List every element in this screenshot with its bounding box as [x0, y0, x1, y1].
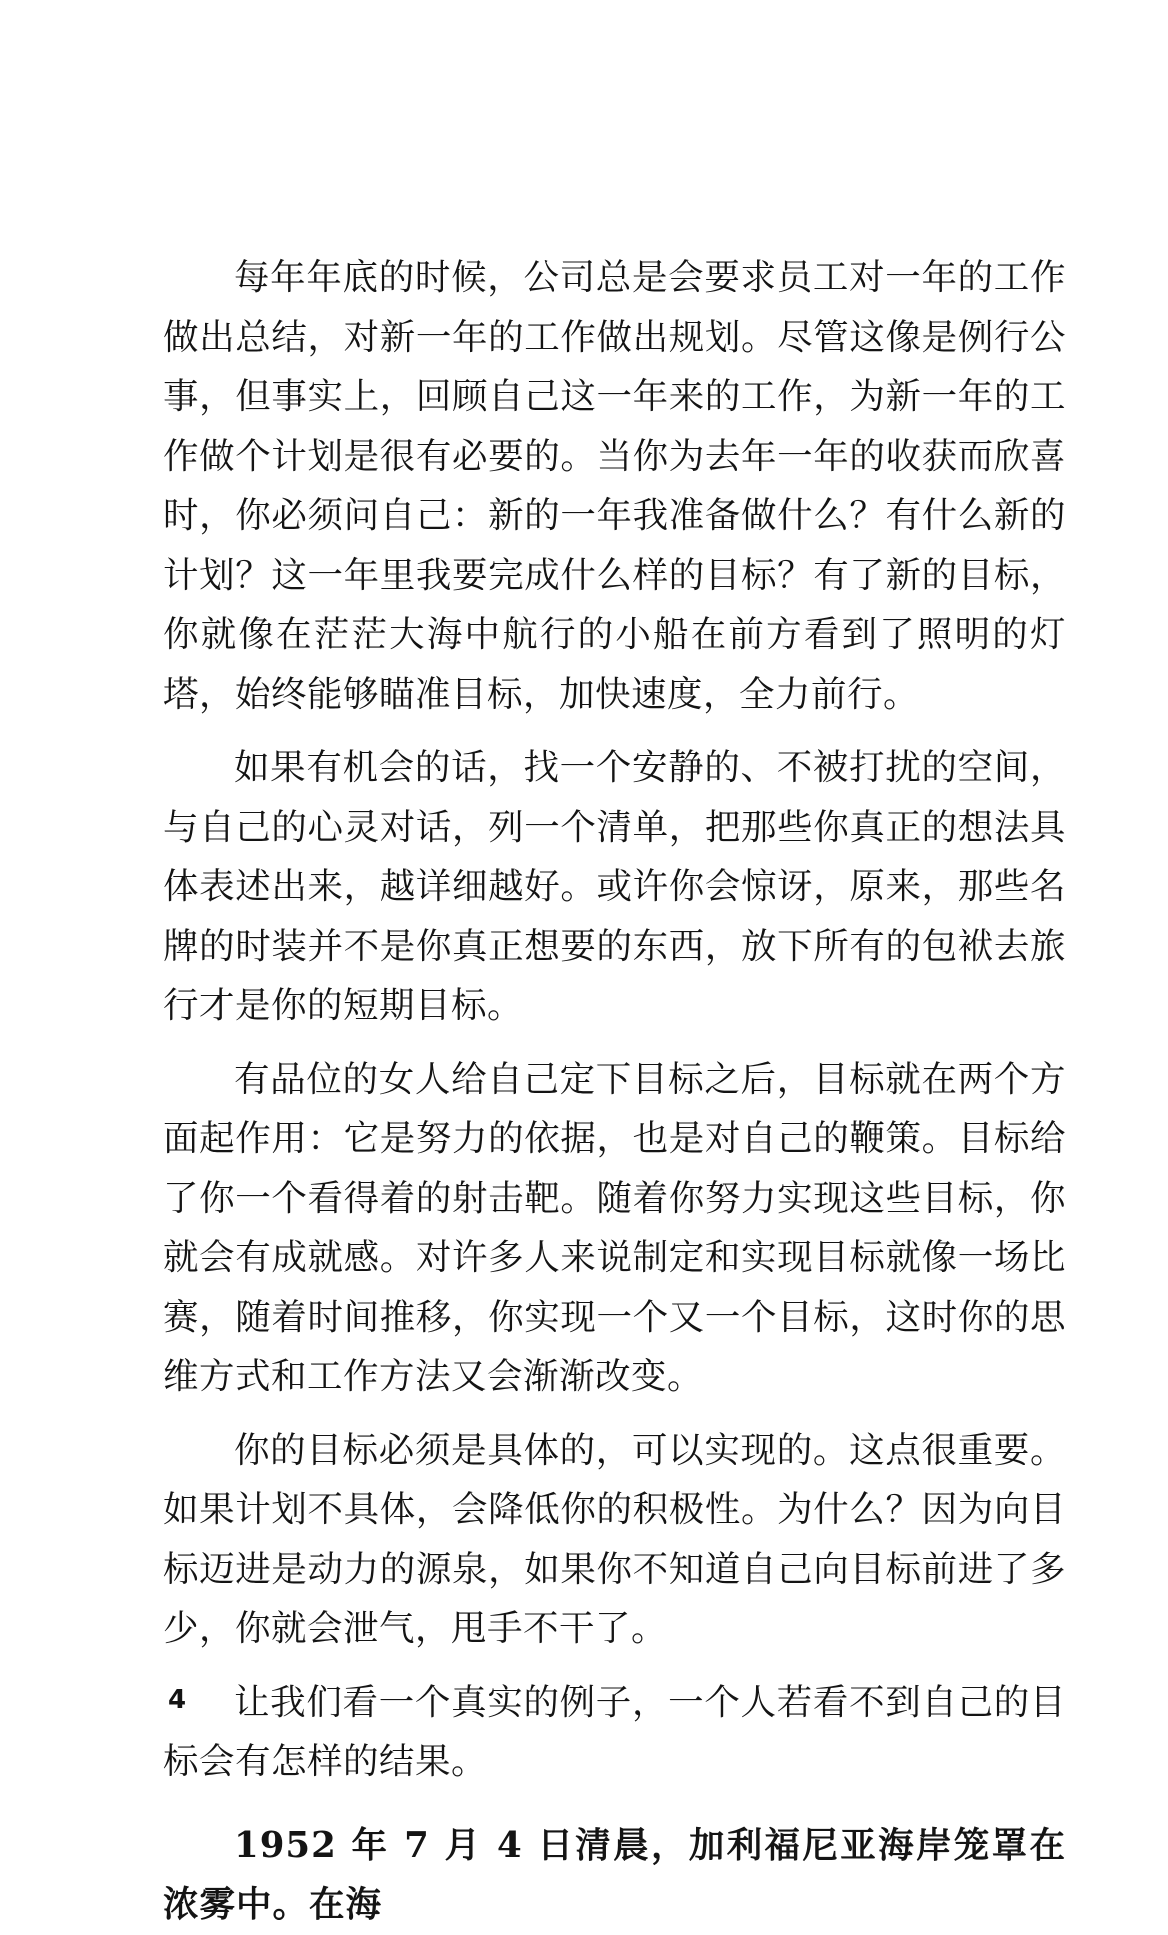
paragraph-year-end-summary: 每年年底的时候，公司总是会要求员工对一年的工作做出总结，对新一年的工作做出规划。尽管这像是例行公事，但事实上，回顾自己这一年来的工作，为新一年的工作做个计划是很有必要的。当你为去年一年的收获而欣喜时，你必须问自己：新的一年我准备做什么？有什么新的计划？这一年里我要完成什么样的目标？有了新的目标，你就像在茫茫大海中航行的小船在前方看到了照明的灯塔，始终能够瞄准目标，加快速度，全力前行。	[163, 257, 1066, 715]
paragraph-inner-dialogue: 如果有机会的话，找一个安静的、不被打扰的空间，与自己的心灵对话，列一个清单，把那些你真正的想法具体表述出来，越详细越好。或许你会惊讶，原来，那些名牌的时装并不是你真正想要的东西，放下所有的包袱去旅行才是你的短期目标。	[163, 747, 1066, 1026]
paragraph-real-example-intro: 让我们看一个真实的例子，一个人若看不到自己的目标会有怎样的结果。	[163, 1681, 1066, 1782]
body-text	[163, 248, 1066, 1935]
paragraph-goal-effects: 有品位的女人给自己定下目标之后，目标就在两个方面起作用：它是努力的依据，也是对自己的鞭策。目标给了你一个看得着的射击靶。随着你努力实现这些目标，你就会有成就感。对许多人来说制定和实现目标就像一场比赛，随着时间推移，你实现一个又一个目标，这时你的思维方式和工作方法又会渐渐改变。	[163, 1058, 1066, 1397]
paragraph-story-start: 1952 年 7 月 4 日清晨，加利福尼亚海岸笼罩在浓雾中。在海	[163, 1824, 1066, 1925]
paragraph-specific-goals: 你的目标必须是具体的，可以实现的。这点很重要。如果计划不具体，会降低你的积极性。为什么？因为向目标迈进是动力的源泉，如果你不知道自己向目标前进了多少，你就会泄气，甩手不干了。	[163, 1429, 1066, 1649]
page-number: 4	[168, 1685, 187, 1715]
